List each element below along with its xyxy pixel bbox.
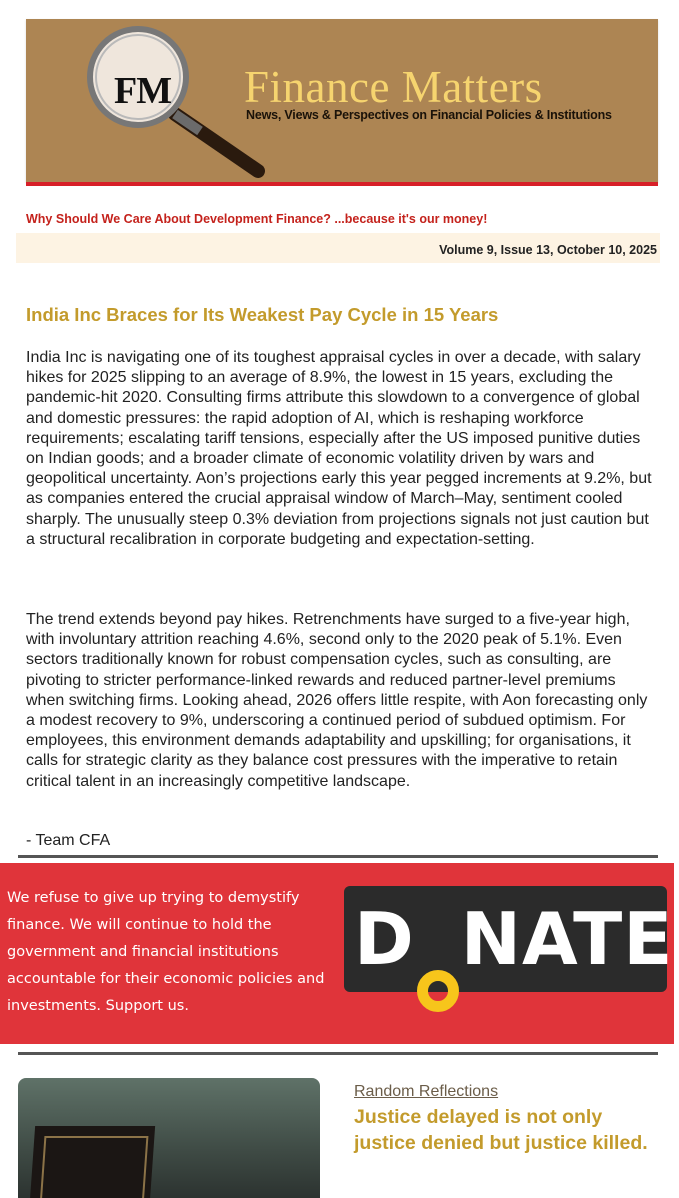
section-divider <box>18 1052 658 1055</box>
donate-message: We refuse to give up trying to demystify finance. We will continue to hold the government and financial institutions accountable for their economic policies and investments. Support us. <box>7 890 325 1014</box>
donate-label-start: D <box>354 897 415 981</box>
issue-info: Volume 9, Issue 13, October 10, 2025 <box>439 243 657 257</box>
section-link-random-reflections[interactable]: Random Reflections <box>354 1083 499 1100</box>
tagline: Why Should We Care About Development Finance? ...because it's our money! <box>26 212 488 226</box>
donate-button[interactable] <box>344 886 674 992</box>
article-title: India Inc Braces for Its Weakest Pay Cycle in 15 Years <box>26 304 499 325</box>
header-divider <box>26 182 658 186</box>
newsletter-title: Finance Matters <box>244 62 543 112</box>
donate-label-end: NATE <box>460 897 674 981</box>
article-signature: - Team CFA <box>26 832 111 849</box>
book-image <box>29 1126 155 1198</box>
book-ornament <box>39 1136 148 1198</box>
article-paragraph: India Inc is navigating one of its toughest appraisal cycles in over a decade, with salary hikes for 2025 slipping to an average of 8.9%, the lowest in 15 years, excluding the pandemic-hit 2020. Consulting firms attribute this slowdown to a convergence of global and domestic pressures: the rapid adoption of AI, which is reshaping workforce requirements; escalating tariff tensions, especially after the US imposed punitive duties on Indian goods; and a broader climate of economic volatility driven by wars and geopolitical uncertainty. Aon’s projections early this year pegged increments at 9.2%, but as companies entered the crucial appraisal window of March–May, sentiment cooled sharply. The unusually steep 0.3% deviation from projections signals not just caution but a structural recalibration in corporate budgeting and expectation-setting. <box>26 349 652 548</box>
section-divider <box>18 855 658 858</box>
header-banner <box>26 19 658 182</box>
article-paragraph: The trend extends beyond pay hikes. Retrenchments have surged to a five-year high, with involuntary attrition reaching 4.6%, second only to the 2020 peak of 5.1%. Even sectors traditionally known for robust compensation cycles, such as consulting, are pivoting to stricter performance-linked rewards and reduced partner-level premiums when switching firms. Looking ahead, 2026 offers little respite, with Aon forecasting only a modest recovery to 9%, underscoring a continued period of subdued optimism. For employees, this environment demands adaptability and upskilling; for organisations, it calls for strategic clarity as they balance cost pressures with the imperative to retain critical talent in an increasingly competitive landscape. <box>26 611 648 790</box>
article-photo[interactable] <box>18 1078 320 1198</box>
next-article-headline[interactable]: Justice delayed is not only justice denied but justice killed. <box>354 1106 648 1154</box>
newsletter-subtitle: News, Views & Perspectives on Financial Policies & Institutions <box>246 108 612 122</box>
logo-text: FM <box>114 70 172 112</box>
donate-label <box>354 894 673 990</box>
donate-o-icon <box>417 970 459 1012</box>
